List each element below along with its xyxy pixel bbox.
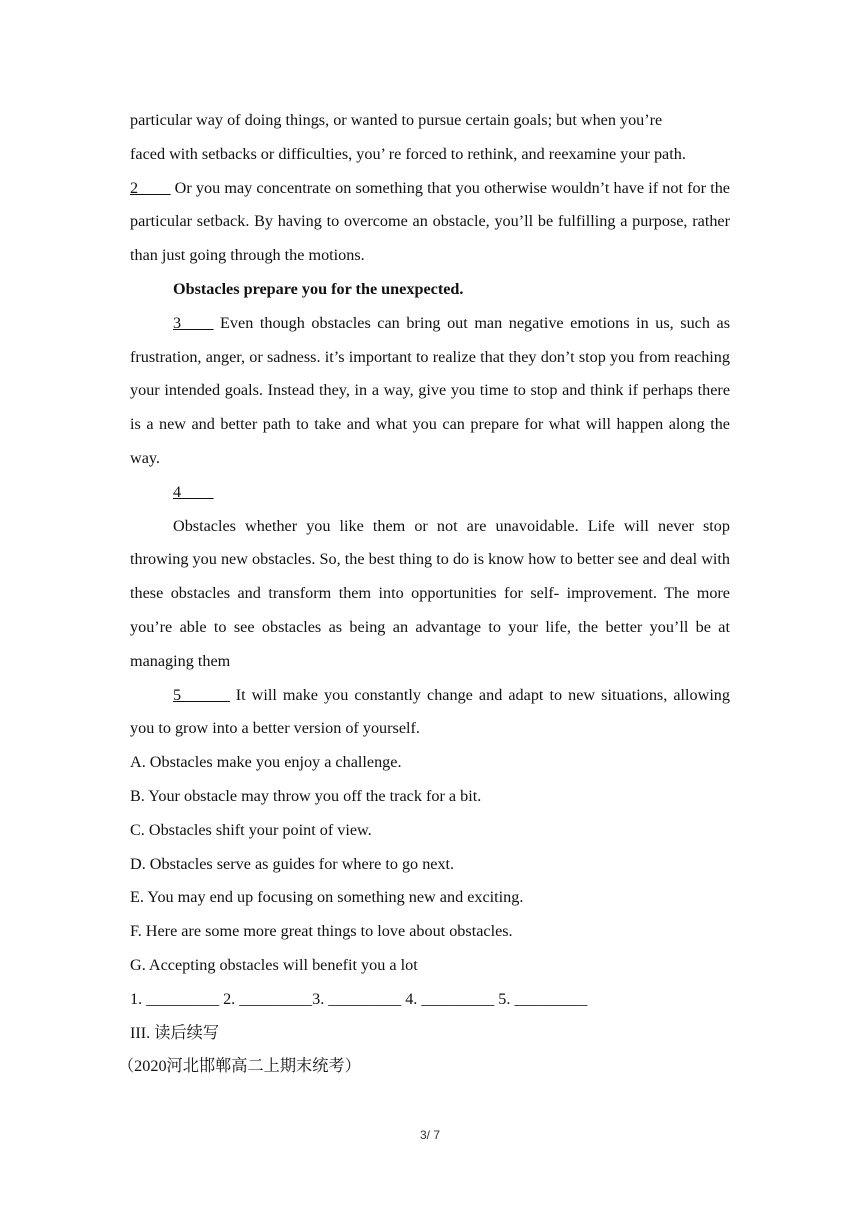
blank-2: 2____: [130, 178, 171, 197]
paragraph-4: Obstacles whether you like them or not are unavoidable. Life will never stop throwing you new obstacles. So, the best thing to do is know how to better see and deal with these obstacles and transform them into opportunities for self- improvement. The more you’re able to see obstacles as being an advantage to your life, the better you’ll be at managing them: [130, 516, 730, 670]
blank-4: 4____: [173, 482, 214, 501]
blank-4-line: [130, 476, 730, 510]
option-g: G. Accepting obstacles will benefit you a lot: [130, 955, 418, 974]
paragraph-text: Or you may concentrate on something that you otherwise wouldn’t have if not for the particular setback. By having to overcome an obstacle, you’ll be fulfilling a purpose, rather than just going through the motions.: [130, 178, 730, 265]
blank-3: 3____: [173, 313, 214, 332]
section-title: III. 读后续写: [130, 1023, 220, 1042]
paragraph-blank-5: [130, 679, 730, 747]
source-note: （2020河北邯郸高二上期末统考）: [118, 1057, 361, 1076]
para1-line2: faced with setbacks or difficulties, you’ re forced to rethink, and reexamine your path.: [130, 144, 686, 163]
paragraph-blank-2: [130, 172, 730, 273]
para1-line1: particular way of doing things, or wanted to pursue certain goals; but when you’re: [130, 111, 663, 129]
page-number: 3/ 7: [419, 1128, 440, 1142]
passage-body: [118, 104, 730, 1084]
option-b: B. Your obstacle may throw you off the track for a bit.: [130, 786, 482, 805]
option-a: A. Obstacles make you enjoy a challenge.: [130, 753, 402, 772]
option-f: F. Here are some more great things to love about obstacles.: [130, 922, 513, 941]
option-e: E. You may end up focusing on something new and exciting.: [130, 888, 524, 907]
answer-line: 1. _________ 2. _________3. _________ 4. _________ 5. _________: [130, 989, 588, 1008]
options-list: [130, 746, 730, 983]
paragraph-blank-3: [130, 307, 730, 476]
option-c: C. Obstacles shift your point of view.: [130, 820, 372, 839]
section-heading: Obstacles prepare you for the unexpected.: [173, 279, 464, 298]
paragraph-text: It will make you constantly change and adapt to new situations, allowing you to grow into a better version of yourself.: [130, 685, 730, 738]
option-d: D. Obstacles serve as guides for where to go next.: [130, 854, 455, 873]
blank-5: 5______: [173, 685, 230, 704]
paragraph-text: Even though obstacles can bring out man negative emotions in us, such as frustration, anger, or sadness. it’s important to realize that they don’t stop you from reaching your intended goals. Instead they, in a way, give you time to stop and think if perhaps there is a new and better path to take and what you can prepare for what will happen along the way.: [130, 313, 730, 467]
